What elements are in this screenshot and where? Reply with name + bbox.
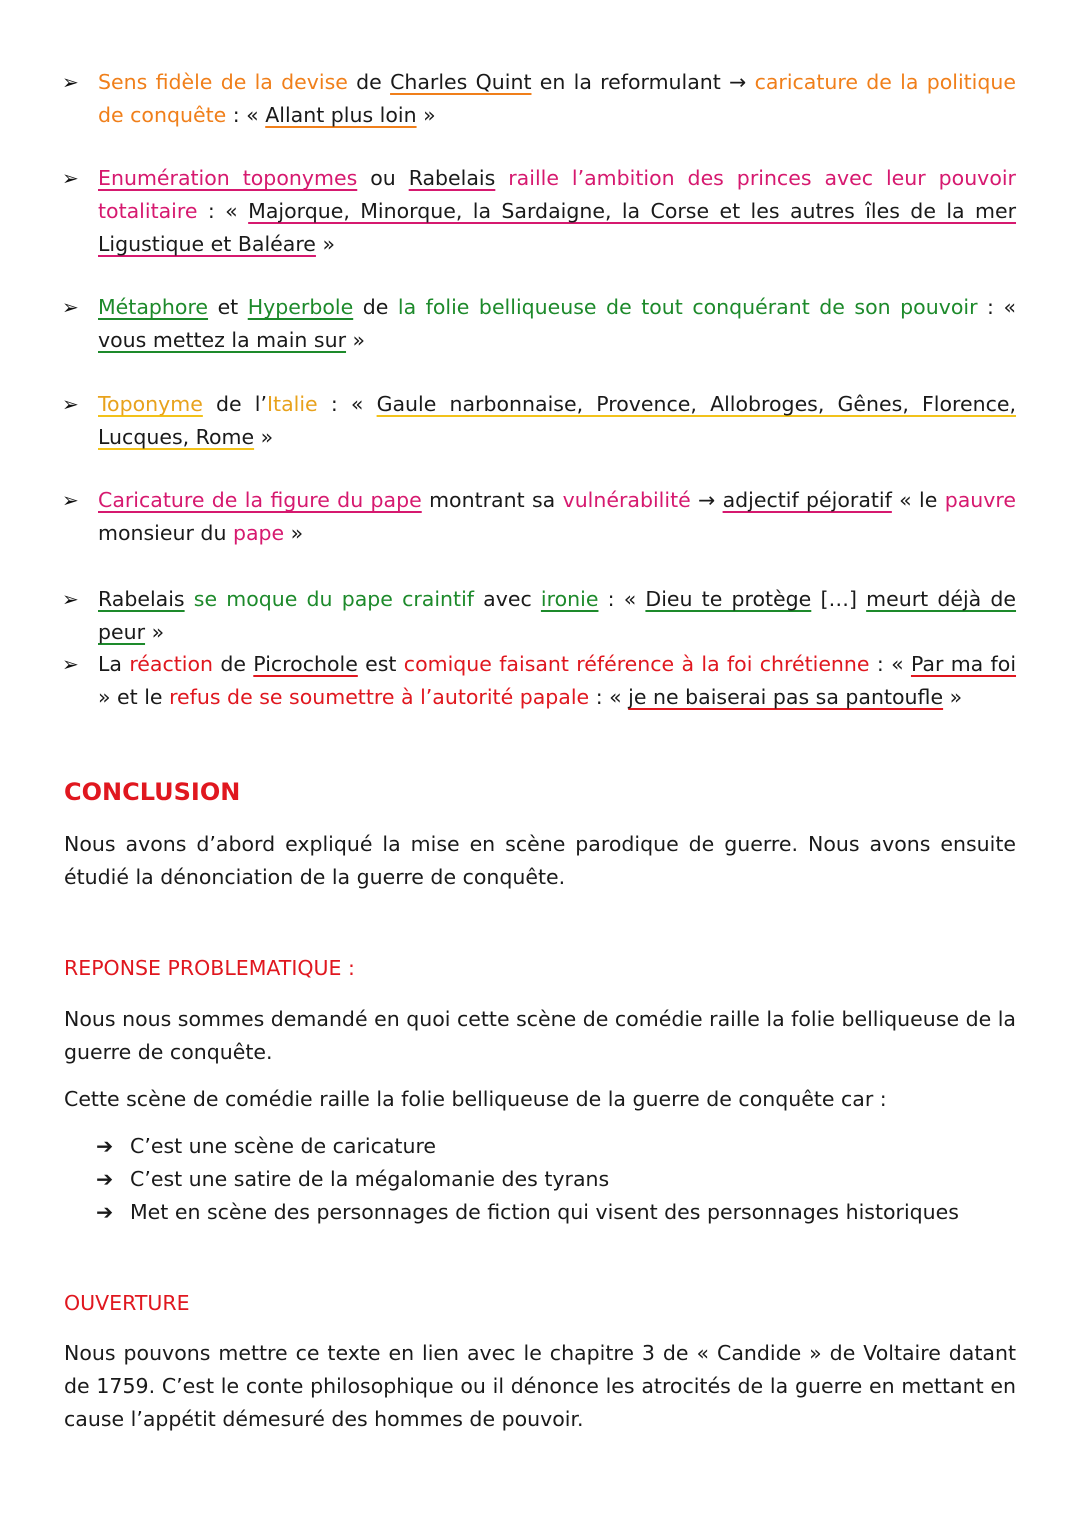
text-segment: ou	[357, 166, 409, 190]
text-segment: Hyperbole	[247, 295, 354, 319]
text-segment: Picrochole	[253, 652, 358, 676]
text-segment: →	[690, 488, 723, 512]
reponse-list	[96, 1130, 996, 1229]
text-segment: : «	[977, 295, 1016, 319]
bullet-arrow-icon: ➢	[62, 488, 79, 512]
text-segment: : «	[598, 587, 646, 611]
text-segment: de	[213, 652, 254, 676]
text-segment: »	[254, 425, 274, 449]
reponse-para-1: Nous nous sommes demandé en quoi cette scène de comédie raille la folie belliqueuse de la guerre de conquête.	[64, 1007, 1016, 1064]
text-segment: Toponyme	[98, 392, 203, 416]
text-segment: refus de se soumettre à l’autorité papale	[169, 685, 590, 709]
text-segment: Gaule narbonnaise, Provence, Allobroges, Gênes, Florence, Lucques, Rome	[98, 392, 1017, 449]
text-segment: pape	[232, 521, 285, 545]
text-segment: : «	[589, 685, 629, 709]
text-segment: Caricature de la figure du pape	[98, 488, 422, 512]
text-segment: de	[353, 295, 398, 319]
text-segment: : «	[317, 392, 377, 416]
text-segment: se moque du pape craintif	[184, 587, 474, 611]
text-segment: en la reformulant →	[531, 70, 755, 94]
text-segment: Métaphore	[98, 295, 209, 319]
list-item: ➔ C’est une satire de la mégalomanie des tyrans	[96, 1163, 996, 1196]
text-segment: est	[357, 652, 404, 676]
bullet-4	[62, 484, 1016, 550]
text-segment: : «	[226, 103, 266, 127]
text-segment: »	[346, 328, 366, 352]
conclusion-text: Nous avons d’abord expliqué la mise en scène parodique de guerre. Nous avons ensuite étudié la dénonciation de la guerre de conquête.	[64, 832, 1016, 889]
list-item: ➔ Met en scène des personnages de fiction qui visent des personnages historiques	[96, 1196, 996, 1229]
text-segment: je ne baiserai pas sa pantoufle	[628, 685, 944, 709]
bullet-arrow-icon: ➢	[62, 166, 79, 190]
text-segment: »	[315, 232, 335, 256]
text-segment: réaction	[129, 652, 214, 676]
reponse-para-2: Cette scène de comédie raille la folie belliqueuse de la guerre de conquête car :	[64, 1087, 887, 1111]
bullet-arrow-icon: ➢	[62, 392, 79, 416]
bullet-text	[98, 66, 1016, 132]
text-segment: Enumération toponymes	[98, 166, 358, 190]
text-segment: adjectif péjoratif	[722, 488, 892, 512]
bullet-arrow-icon: ➢	[62, 652, 79, 676]
conclusion-heading: CONCLUSION	[64, 778, 241, 806]
text-segment: caricature de la politique de conquête	[98, 70, 1016, 127]
text-segment: meurt déjà de peur	[98, 587, 1017, 644]
text-segment: Charles Quint	[390, 70, 532, 94]
ouverture-text: Nous pouvons mettre ce texte en lien avec le chapitre 3 de « Candide » de Voltaire datant de 1759. C’est le conte philosophique ou il dénonce les atrocités de la guerre en mettant en cause l’appétit démesuré des hommes de pouvoir.	[64, 1341, 1016, 1431]
reponse-heading: REPONSE PROBLEMATIQUE :	[64, 956, 355, 980]
text-segment: la folie belliqueuse de tout conquérant de son pouvoir	[397, 295, 978, 319]
text-segment: Rabelais	[98, 587, 185, 611]
text-segment: avec	[474, 587, 541, 611]
bullet-5	[62, 583, 1016, 649]
text-segment: Rabelais	[408, 166, 496, 190]
text-segment: »	[416, 103, 436, 127]
text-segment: « le	[891, 488, 945, 512]
text-segment: Allant plus loin	[265, 103, 417, 127]
bullet-2	[62, 291, 1016, 357]
text-segment: comique faisant référence à la foi chrétienne	[403, 652, 870, 676]
text-segment: raille l’ambition des princes avec leur pouvoir totalitaire	[98, 166, 1016, 223]
text-segment: de l’	[202, 392, 267, 416]
text-segment: »	[284, 521, 304, 545]
arrow-right-icon: ➔	[96, 1200, 114, 1224]
text-segment: […]	[811, 587, 867, 611]
text-segment: La	[98, 652, 130, 676]
bullet-text	[98, 291, 1016, 357]
text-segment: : «	[869, 652, 911, 676]
text-segment: » et le	[98, 685, 170, 709]
bullet-arrow-icon: ➢	[62, 587, 79, 611]
text-segment: et	[208, 295, 248, 319]
bullet-text	[98, 484, 1016, 550]
ouverture-heading: OUVERTURE	[64, 1291, 190, 1315]
text-segment: de	[347, 70, 391, 94]
bullet-arrow-icon: ➢	[62, 70, 79, 94]
bullet-3	[62, 388, 1016, 454]
bullet-arrow-icon: ➢	[62, 295, 79, 319]
list-item: ➔ C’est une scène de caricature	[96, 1130, 996, 1163]
bullet-text	[98, 583, 1016, 649]
bullet-1	[62, 162, 1016, 261]
text-segment: »	[145, 620, 165, 644]
text-segment: ironie	[540, 587, 599, 611]
text-segment: »	[943, 685, 963, 709]
text-segment: : «	[197, 199, 249, 223]
text-segment: Italie	[267, 392, 318, 416]
text-segment: Dieu te protège	[645, 587, 812, 611]
text-segment: vulnérabilité	[562, 488, 691, 512]
bullet-text	[98, 388, 1016, 454]
arrow-right-icon: ➔	[96, 1134, 114, 1158]
arrow-right-icon: ➔	[96, 1167, 114, 1191]
text-segment: pauvre	[944, 488, 1016, 512]
bullet-text	[98, 648, 1016, 714]
text-segment: Par ma foi	[910, 652, 1017, 676]
text-segment: montrant sa	[421, 488, 563, 512]
bullet-0	[62, 66, 1016, 132]
bullet-text	[98, 162, 1016, 261]
text-segment: monsieur du	[98, 521, 233, 545]
text-segment: Sens fidèle de la devise	[98, 70, 348, 94]
text-segment: vous mettez la main sur	[98, 328, 347, 352]
text-segment: Majorque, Minorque, la Sardaigne, la Corse et les autres îles de la mer Ligustique et Baléare	[98, 199, 1017, 256]
bullet-6	[62, 648, 1016, 714]
